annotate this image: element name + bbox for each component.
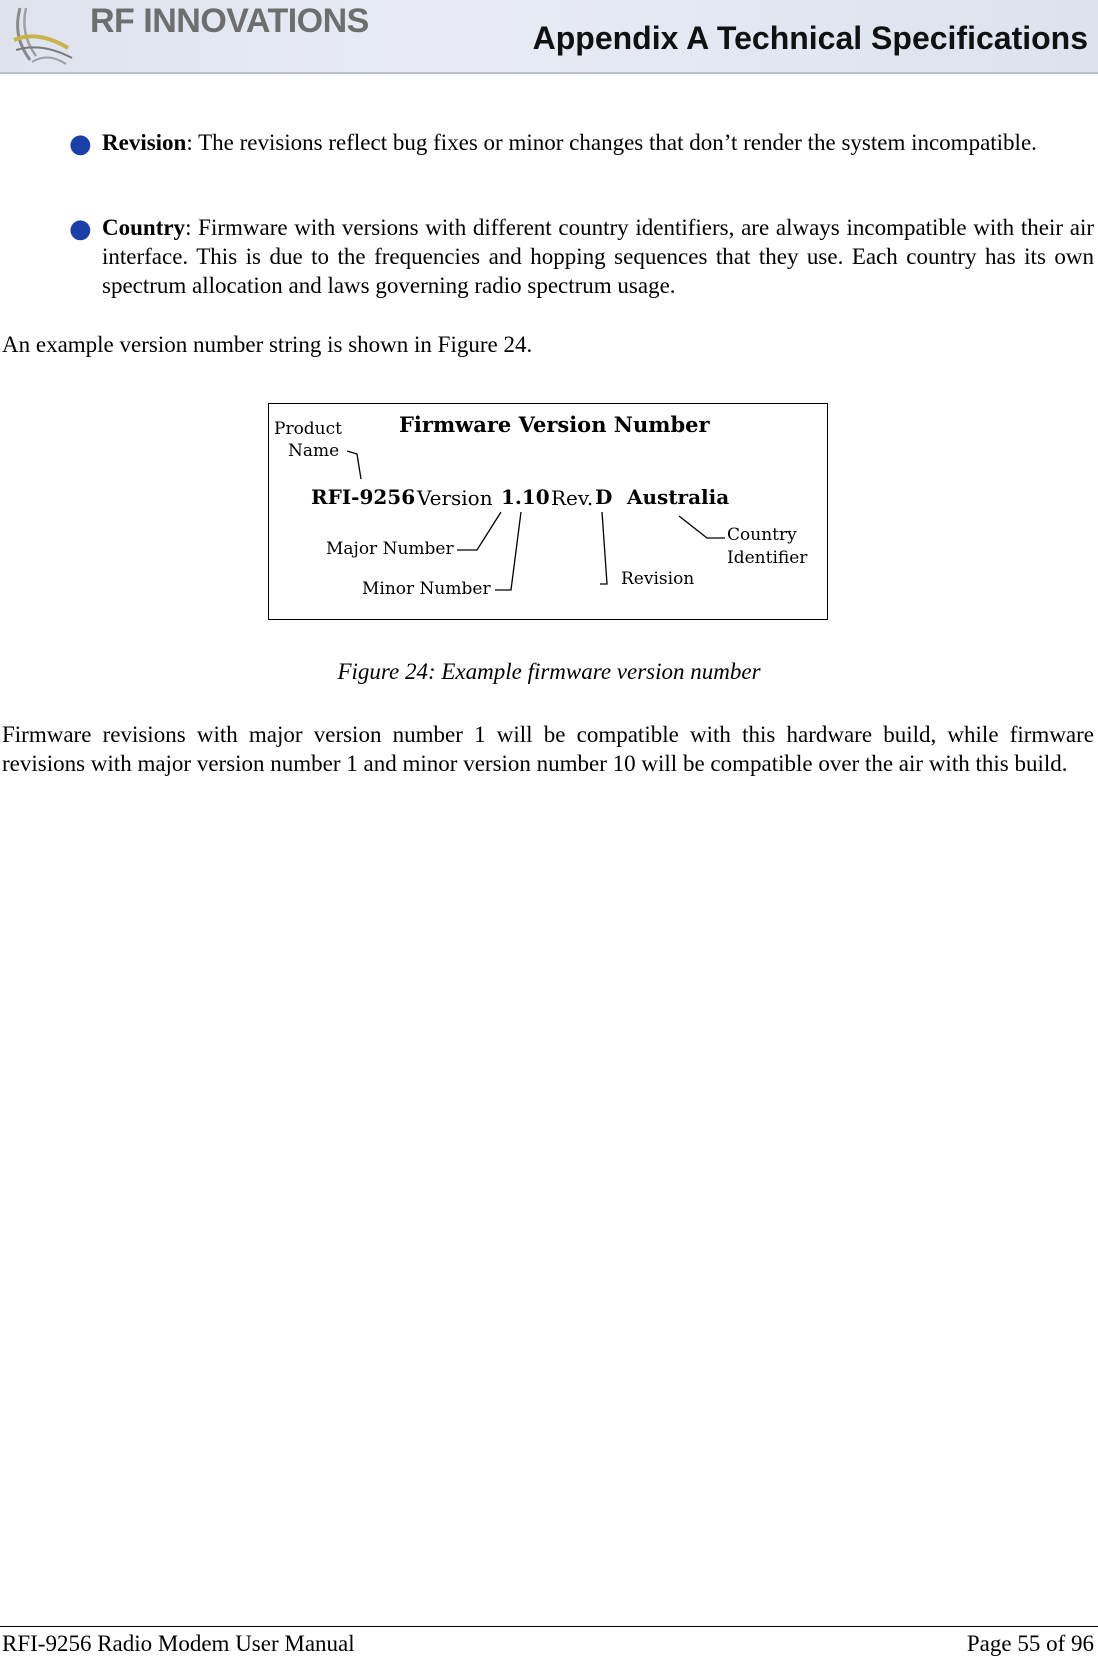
figure-caption: Figure 24: Example firmware version number (337, 659, 761, 684)
page-number: Page 55 of 96 (966, 1631, 1094, 1656)
product-value: RFI-9256 (311, 485, 416, 509)
page-header (0, 0, 1098, 74)
bullet-text: : Firmware with versions with different country identifiers, are always incompatible with their air interface. This is due to the frequencies and hopping sequences that they use. Each country has its own spectrum allocation and laws governing radio spectrum usage. (102, 215, 1094, 298)
bullet-dot-icon: ● (69, 214, 92, 244)
logo-emblem-icon (8, 0, 88, 70)
chapter-title: Appendix A Technical Specifications (532, 20, 1088, 56)
bullet-text: : The revisions reflect bug fixes or minor changes that don’t render the system incompatible. (186, 130, 1037, 155)
version-diagram (269, 404, 826, 618)
country-value: Australia (627, 485, 730, 509)
bullet-revision (69, 128, 1094, 159)
version-number: 1.10 (501, 485, 550, 509)
revision-label: Revision (621, 569, 695, 589)
minor-number-label: Minor Number (362, 579, 491, 599)
logo-text: RF INNOVATIONS (90, 2, 369, 40)
bullet-dot-icon: ● (69, 129, 92, 159)
rf-innovations-logo (8, 0, 368, 70)
rev-word: Rev. (551, 486, 594, 510)
page-footer (0, 1626, 1098, 1660)
bullet-term: Revision (102, 130, 187, 155)
identifier-label: Identifier (727, 548, 808, 568)
closing-paragraph: Firmware revisions with major version number 1 will be compatible with this hardware build, while firmware revisions with major version number 1 and minor version number 10 will be compatible over the air with this build. (2, 722, 1094, 776)
product-label: Product (274, 419, 342, 439)
manual-title: RFI-9256 Radio Modem User Manual (2, 1631, 355, 1656)
firmware-version-figure (268, 403, 828, 620)
intro-paragraph: An example version number string is shown in Figure 24. (2, 332, 533, 357)
name-label: Name (288, 441, 340, 461)
bullet-term: Country (102, 215, 186, 240)
bullet-country (69, 213, 1094, 300)
version-word: Version (417, 486, 493, 510)
major-number-label: Major Number (326, 539, 454, 559)
rev-letter: D (595, 485, 613, 509)
figure-title: Firmware Version Number (399, 412, 710, 437)
country-label: Country (727, 525, 797, 545)
